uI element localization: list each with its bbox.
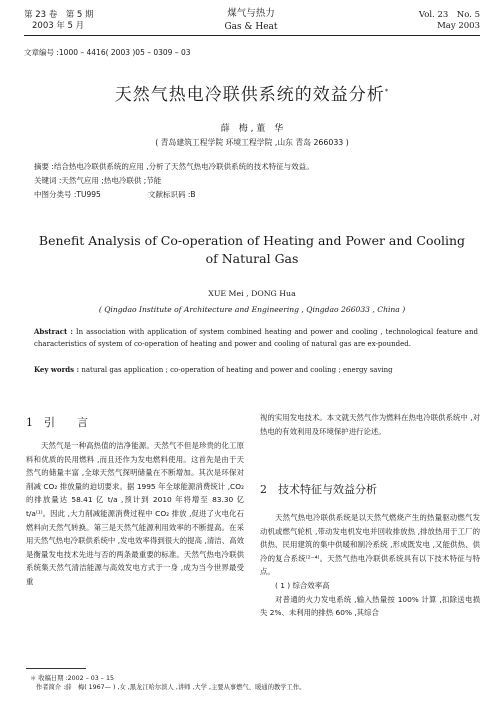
article-number: 文章编号 :1000 – 4416( 2003 )05 – 0309 – 03	[24, 48, 191, 57]
volume-issue-cn: 第 23 卷 第 5 期	[24, 10, 94, 20]
authors-en: XUE Mei , DONG Hua	[208, 289, 296, 298]
keywords-cn: 关键词 :天然气应用 ;热电冷联供 ;节能	[34, 176, 162, 185]
date-cn: 2003 年 5 月	[32, 21, 85, 31]
title-en-line-2: of Natural Gas	[205, 251, 299, 266]
received-date: ＊ 收稿日期 :2002 – 03 – 15	[30, 675, 114, 682]
footnote-rule	[26, 668, 86, 669]
header-rule	[24, 35, 480, 36]
affiliation-cn: ( 青岛建筑工程学院 环境工程学院 ,山东 青岛 266033 )	[155, 138, 349, 147]
title-cn: 天然气热电冷联供系统的效益分析*	[114, 85, 390, 105]
date-en: May 2003	[437, 21, 480, 31]
affiliation-en: ( Qingdao Institute of Architecture and Engineering , Qingdao 266033 , China )	[98, 305, 406, 314]
subsection-1-paragraph: 对普通的火力发电系统 ,输入热量按 100% 计算 ,扣除送电损失 2%、未利用的排热 60% ,其综合	[260, 594, 480, 618]
section-1-continued	[260, 411, 480, 438]
section-2-heading: 2 技术特征与效益分析	[260, 483, 377, 496]
continued-paragraph: 视的实用发电技术。本文就天然气作为燃料在热电冷联供系统中 ,对热电的有效利用及环境保护进行论述。	[260, 413, 480, 436]
abstract-cn: 摘要 :结合热电冷联供系统的应用 ,分析了天然气热电冷联供系统的技术特征与效益。	[34, 162, 314, 171]
abstract-en: Abstract : In association with application of system combined heating and power and cooling , technological feature and characteristics of system of co-operation of heating and power and cooling of natural gas are ex-pounded.	[34, 327, 478, 348]
document-code: 文献标识码 :B	[148, 190, 196, 199]
section-1-heading: 1 引 言	[26, 416, 88, 429]
section-1-paragraph: 天然气是一种高热值的洁净能源。天然气不但是珍贵的化工原料和优质的民用燃料 ,而且还作为发电燃料使用。这首先是由于天然气的储量丰富 ,全球天然气探明储量在不断增加。其次是环保对削减 CO₂ 排放量的迫切要求。据 1995 年全球能源消费统计 ,CO₂ 的排放量达 58.41 亿 t/a ,预计到 2010 年将增至 83.30 亿 t/a⁽¹⁾。因此 ,大力削减能源消费过程中 CO₂ 排放 ,促进了火电化石燃料向天然气转换。第三是天然气能源利用效率的不断提高。在采用天然气热电冷联供系统中 ,发电效率得到很大的提高 ,清洁、高效是衡量发电技术先进与否的两条最重要的标准。天然气热电冷联供系统集天然气清洁能源与高效发电方式于一身 ,成为当今世界最受重	[26, 441, 244, 586]
journal-name-en: Gas & Heat	[224, 22, 278, 32]
title-en-line-1: Benefit Analysis of Co-operation of Heating and Power and Cooling	[38, 233, 466, 248]
section-1-body	[26, 439, 244, 589]
section-2-paragraph: 天然气热电冷联供系统是以天然气燃烧产生的热量驱动燃气发动机或燃气轮机 ,带动发电机发电并回收排放热 ,排放热用于工厂的供热、民用建筑的集中供暖和制冷系统 ,形成既发电 ,又能供热、供冷的复合系统⁽²⁻⁴⁾。天然气热电冷联供系统具有以下技术特征与特点。	[260, 513, 480, 577]
authors-cn: 薛 梅 , 董 华	[220, 124, 284, 134]
subsection-1-heading: ( 1 ) 综合效率高	[275, 580, 330, 590]
journal-name-cn: 煤气与热力	[227, 8, 275, 19]
volume-issue-en: Vol. 23 No. 5	[418, 10, 480, 20]
keywords-en: Key words : natural gas application ; co-operation of heating and power and cooling ; energy saving	[34, 365, 393, 374]
clc-number: 中图分类号 :TU995	[34, 190, 101, 199]
section-2-body	[260, 511, 480, 620]
author-bio: 作者简介 :薛 梅( 1967— ) ,女 ,黑龙江哈尔滨人 ,讲师 ,大学 ,主要从事燃气、暖通的教学工作。	[36, 684, 306, 691]
